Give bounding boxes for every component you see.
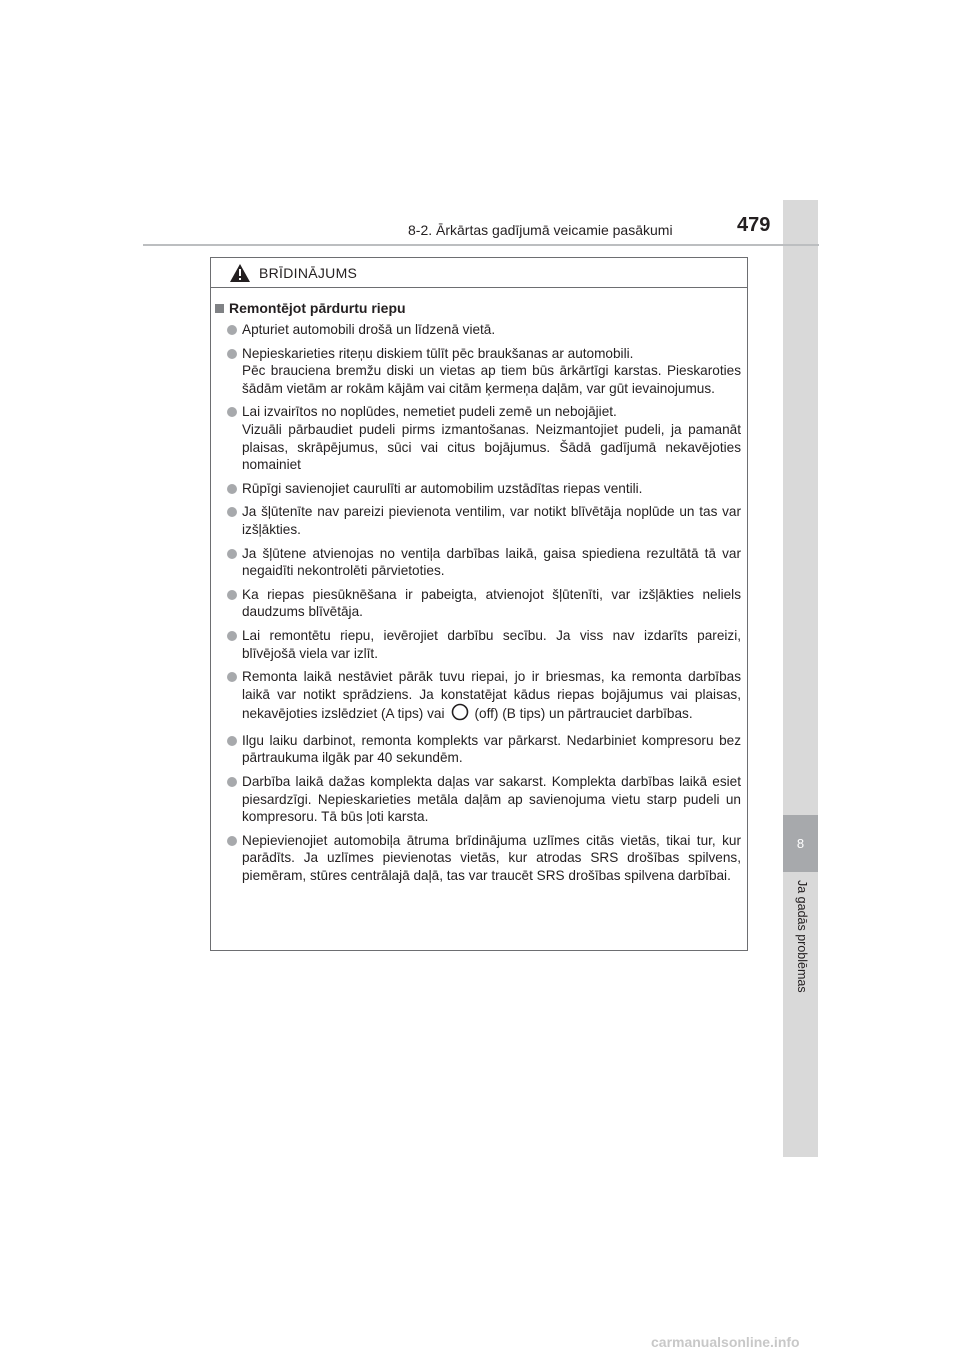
chapter-number: 8 bbox=[796, 836, 805, 851]
warning-subhead-text: Remontējot pārdurtu riepu bbox=[229, 300, 406, 316]
bullet-icon bbox=[227, 590, 237, 600]
list-item bbox=[215, 586, 741, 621]
square-bullet-icon bbox=[215, 304, 224, 313]
warning-body bbox=[211, 288, 747, 885]
item-line: Darbība laikā dažas komplekta daļas var sakarst. Komplekta darbības laikā esiet piesardzīgi. Nepieskarieties metāla daļām ap savienojuma vietu starp pudeli un kompresoru. Tā būs ļoti karsta. bbox=[242, 774, 741, 825]
item-line: Nepievienojiet automobiļa ātruma brīdinājuma uzlīmes citās vietās, tikai tur, kur parādīts. Ja uzlīmes pievienotas vietās, kur atrodas SRS drošības spilvens, piemēram, stūres centrālajā daļā, tas var traucēt SRS drošības spilvena darbībai. bbox=[242, 832, 741, 884]
bullet-icon bbox=[227, 736, 237, 746]
chapter-side-tab bbox=[783, 200, 818, 1157]
bullet-icon bbox=[227, 777, 237, 787]
item-line: Lai remontētu riepu, ievērojiet darbību secību. Ja viss nav izdarīts pareizi, blīvējošā viela var izlīt. bbox=[242, 627, 741, 661]
warning-items bbox=[215, 321, 741, 885]
item-line: Ilgu laiku darbinot, remonta komplekts var pārkarst. Nedarbiniet kompresoru bez pārtraukuma ilgāk par 40 sekundēm. bbox=[242, 732, 741, 766]
warning-header bbox=[211, 258, 747, 288]
list-item bbox=[215, 832, 741, 885]
item-line: Apturiet automobili drošā un līdzenā vietā. bbox=[242, 322, 496, 337]
bullet-icon bbox=[227, 836, 237, 846]
item-line: Ka riepas piesūknēšana ir pabeigta, atvienojot šļūtenīti, var izšļākties neliels daudzums blīvētāja. bbox=[242, 586, 741, 620]
bullet-icon bbox=[227, 349, 237, 359]
item-line: Pēc brauciena bremžu diski un vietas ap tiem būs ārkārtīgi karstas. Pieskaroties šādām vietām ar rokām kājām vai citām ķermeņa daļām, var gūt ievainojumus. bbox=[242, 363, 741, 396]
bullet-icon bbox=[227, 407, 237, 417]
warning-subhead bbox=[215, 300, 741, 316]
bullet-icon bbox=[227, 549, 237, 559]
list-item bbox=[215, 545, 741, 580]
power-off-icon bbox=[451, 703, 469, 726]
list-item bbox=[215, 345, 741, 398]
warning-box bbox=[210, 257, 748, 951]
bullet-icon bbox=[227, 672, 237, 682]
item-text-after-icon: (off) (B tips) un pārtrauciet darbības. bbox=[474, 706, 693, 722]
warning-triangle-icon bbox=[229, 263, 251, 283]
bullet-icon bbox=[227, 484, 237, 494]
item-line: Nepieskarieties riteņu diskiem tūlīt pēc braukšanas ar automobili. bbox=[242, 345, 634, 361]
list-item bbox=[215, 403, 741, 473]
warning-title: BRĪDINĀJUMS bbox=[259, 264, 358, 281]
chapter-title: Ja gadās problēmas bbox=[795, 880, 809, 993]
list-item bbox=[215, 503, 741, 538]
item-text-before-icon: Remonta laikā nestāviet pārāk tuvu riepai, jo ir briesmas, ka remonta darbības laikā var notikt sprādziens. Ja konstatējat kādus riepas bojājumus vai plaisas, nekavējoties izslēdziet (A tips) vai bbox=[242, 669, 741, 722]
page-number: 479 bbox=[737, 214, 771, 236]
list-item bbox=[215, 773, 741, 826]
list-item bbox=[215, 732, 741, 767]
item-line: Ja šļūtene atvienojas no ventiļa darbības laikā, gaisa spiediena rezultātā tā var negaidīti nekontrolēti pārvietoties. bbox=[242, 545, 741, 579]
item-line: Ja šļūtenīte nav pareizi pievienota ventilim, var notikt blīvētāja noplūde un tas var izšļākties. bbox=[242, 504, 741, 537]
bullet-icon bbox=[227, 325, 237, 335]
list-item bbox=[215, 480, 741, 498]
section-title: 8-2. Ārkārtas gadījumā veicamie pasākumi bbox=[408, 222, 673, 238]
list-item bbox=[215, 321, 741, 339]
list-item bbox=[215, 668, 741, 726]
bullet-icon bbox=[227, 631, 237, 641]
bullet-icon bbox=[227, 507, 237, 517]
list-item bbox=[215, 627, 741, 662]
item-line: Lai izvairītos no noplūdes, nemetiet pudeli zemē un nebojājiet. bbox=[242, 404, 617, 420]
chapter-number-box bbox=[783, 815, 818, 872]
header-divider bbox=[143, 244, 819, 246]
item-line: Rūpīgi savienojiet caurulīti ar automobilim uzstādītas riepas ventili. bbox=[242, 480, 643, 496]
item-line: Vizuāli pārbaudiet pudeli pirms izmantošanas. Neizmantojiet pudeli, ja pamanāt plaisas, skrāpējumus, sūci vai citus bojājumus. Šādā gadījumā nekavējoties nomainiet bbox=[242, 421, 741, 473]
site-watermark: carmanualsonline.info bbox=[651, 1334, 800, 1350]
